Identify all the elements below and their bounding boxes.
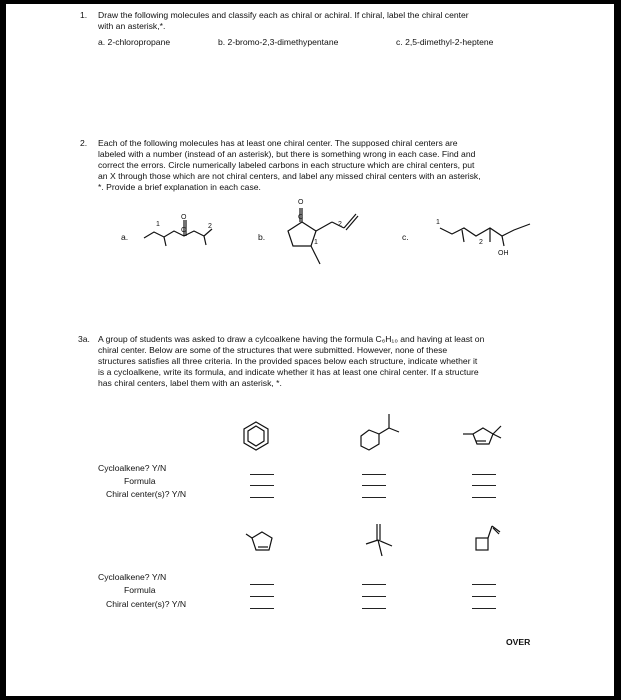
q2a-label-1: 1 <box>156 221 160 228</box>
answer-blank[interactable] <box>472 474 496 475</box>
q2c-hydroxyl-label: OH <box>498 250 509 257</box>
q3-line5: has chiral centers, label them with an asterisk, *. <box>98 378 282 388</box>
q2a-carbon-label: C <box>181 227 187 234</box>
q1-part-c: c. 2,5-dimethyl-2-heptene <box>396 37 494 47</box>
row2-cycloalkene-label: Cycloalkene? Y/N <box>98 572 167 582</box>
q2a-label-2: 2 <box>208 223 212 230</box>
structure-cyclopentene-substituted <box>244 528 284 556</box>
q2c-label-1: 1 <box>436 219 440 226</box>
q2-label-c: c. <box>402 232 409 242</box>
q2-line4: an X through those which are not chiral centers, and label any missed chiral centers with an asterisk, <box>98 171 481 181</box>
q2-line2: labeled with a number (instead of an asterisk), but there is something wrong in each case. Find and <box>98 149 476 159</box>
answer-blank[interactable] <box>362 608 386 609</box>
q3-line2: chiral center. Below are some of the structures that were submitted. However, none of these <box>98 345 448 355</box>
structure-cyclohexene <box>241 420 271 452</box>
answer-blank[interactable] <box>250 596 274 597</box>
answer-blank[interactable] <box>472 485 496 486</box>
answer-blank[interactable] <box>472 497 496 498</box>
q2-line3: correct the errors. Circle numerically labeled carbons in each structure which are chiral centers, put <box>98 160 475 170</box>
answer-blank[interactable] <box>250 497 274 498</box>
structure-alkyne-branch <box>360 520 400 560</box>
answer-blank[interactable] <box>250 584 274 585</box>
q2-line1: Each of the following molecules has at least one chiral center. The supposed chiral centers are <box>98 138 458 148</box>
structure-cyclobutane-alkene <box>472 520 507 555</box>
answer-blank[interactable] <box>362 596 386 597</box>
q3-line3: structures satisfies all three criteria. In the provided spaces below each structure, indicate whether it <box>98 356 478 366</box>
worksheet-page <box>6 4 614 696</box>
row1-cycloalkene-label: Cycloalkene? Y/N <box>98 463 167 473</box>
q3-number: 3a. <box>78 334 90 344</box>
q2-label-b: b. <box>258 232 266 242</box>
q2b-structure <box>276 194 386 269</box>
q2b-carbon-label: C <box>298 214 304 221</box>
answer-blank[interactable] <box>362 474 386 475</box>
q2-line5: *. Provide a brief explanation in each case. <box>98 182 261 192</box>
q2-number: 2. <box>80 138 88 148</box>
structure-cyclopentene-branch <box>461 414 506 449</box>
q2c-structure <box>434 214 544 259</box>
q2a-oxygen-label: O <box>181 214 187 221</box>
row1-formula-label: Formula <box>124 476 156 486</box>
answer-blank[interactable] <box>250 608 274 609</box>
answer-blank[interactable] <box>362 485 386 486</box>
over-label: OVER <box>506 637 531 647</box>
q2b-oxygen-label: O <box>298 199 304 206</box>
q1-prompt-line2: with an asterisk,*. <box>98 21 166 31</box>
q2-label-a: a. <box>121 232 129 242</box>
q1-part-a: a. 2-chloropropane <box>98 37 171 47</box>
q2a-structure <box>136 204 236 249</box>
q3-line1: A group of students was asked to draw a cylcoalkene having the formula C₆H₁₀ and having at least on <box>98 334 485 344</box>
answer-blank[interactable] <box>472 584 496 585</box>
structure-methylcyclohexane-alkene <box>351 408 411 453</box>
q3-line4: is a cycloalkene, write its formula, and indicate whether it has at least one chiral center. If a structure <box>98 367 479 377</box>
answer-blank[interactable] <box>362 584 386 585</box>
row1-chiral-label: Chiral center(s)? Y/N <box>106 489 187 499</box>
q1-prompt-line1: Draw the following molecules and classify each as chiral or achiral. If chiral, label the chiral center <box>98 10 469 20</box>
answer-blank[interactable] <box>250 474 274 475</box>
q2b-label-2: 2 <box>338 221 342 228</box>
row2-chiral-label: Chiral center(s)? Y/N <box>106 599 187 609</box>
q1-number: 1. <box>80 10 88 20</box>
answer-blank[interactable] <box>472 608 496 609</box>
answer-blank[interactable] <box>472 596 496 597</box>
q2b-label-1: 1 <box>314 239 318 246</box>
q2c-label-2: 2 <box>479 239 483 246</box>
q1-part-b: b. 2-bromo-2,3-dimethypentane <box>218 37 339 47</box>
answer-blank[interactable] <box>250 485 274 486</box>
answer-blank[interactable] <box>362 497 386 498</box>
row2-formula-label: Formula <box>124 585 156 595</box>
